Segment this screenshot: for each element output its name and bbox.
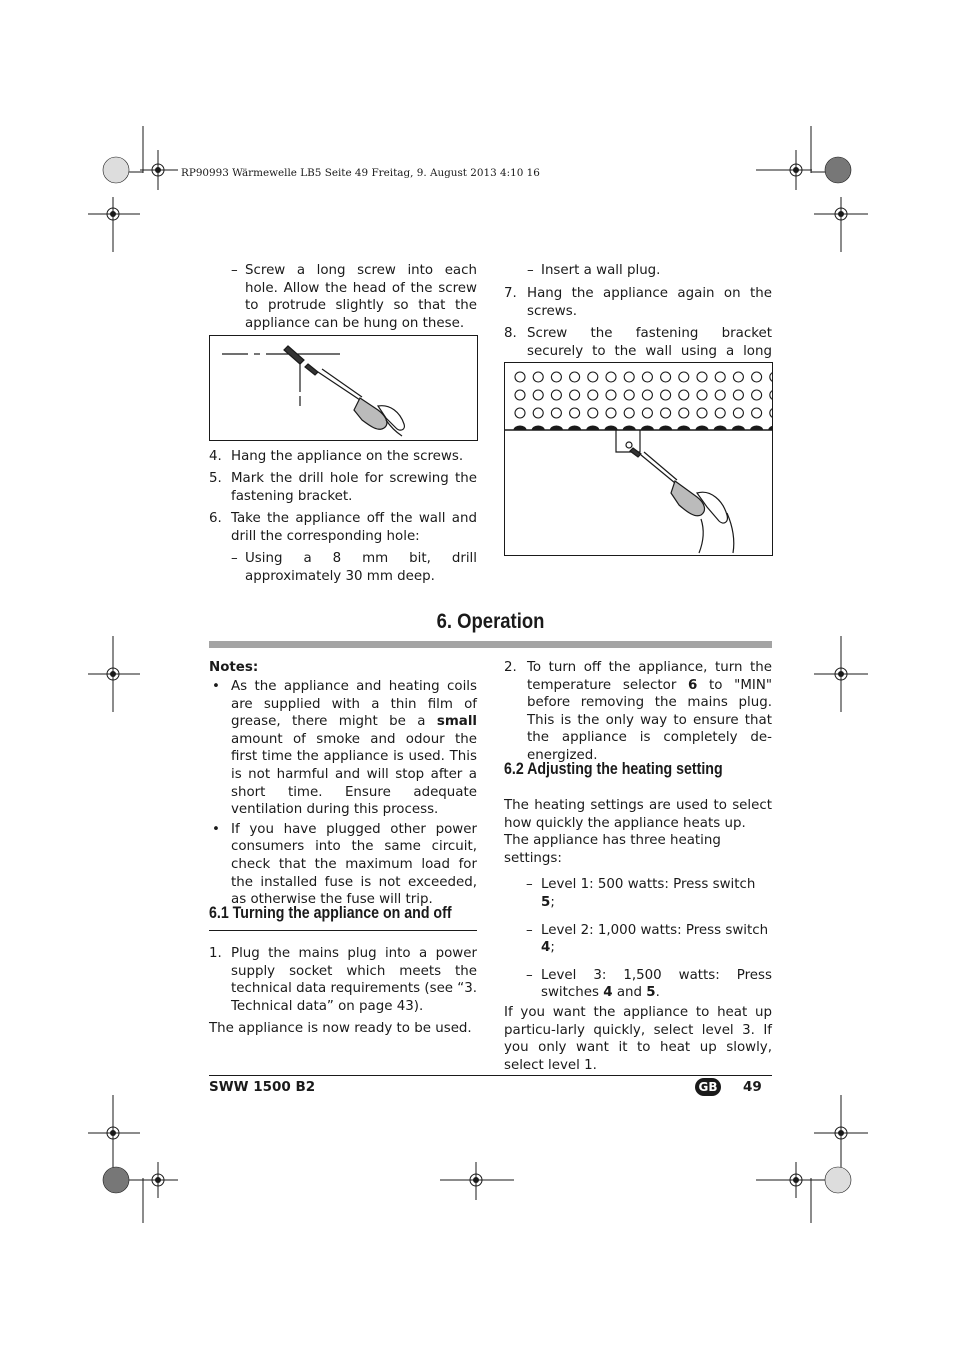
ready-text: The appliance is now ready to be used. [209,1021,472,1037]
grille-hole [551,372,561,382]
screw-instruction-text: Screw a long screw into each hole. Allow the head of the screw to protrude slightly so that the appliance can be hung on these. [245,263,477,331]
step-number: 6. [209,511,222,526]
grille-hole [551,390,561,400]
grille-hole [679,390,689,400]
note-item [209,678,477,819]
note-text: If you have plugged other power consumers into the same circuit, check that the maximum load for the installed fuse is not exceeded, as otherwise the fuse will trip. [231,821,477,908]
step-text: Hang the appliance again on the screws. [527,286,772,319]
grille-hole [752,408,762,418]
step-number: 5. [209,471,222,486]
level-text: Level 1: 500 watts: Press switch 5; [541,877,756,910]
grille-hole [624,390,634,400]
grille-hole [770,372,772,382]
step-number: 2. [504,660,517,675]
bullet: • [212,821,220,837]
grille-hole [733,390,743,400]
bracket-illustration [504,362,773,556]
list-dash: – [231,551,238,566]
wall-plug-instruction [504,262,772,285]
screw-instruction [231,262,477,332]
left-steps [209,448,477,585]
step-text: Screw the fastening bracket securely to the wall using a long [527,326,772,359]
step-2 [504,659,772,765]
right-steps [504,262,772,378]
grille-hole [661,390,671,400]
step-number: 7. [504,286,517,301]
step-1 [209,945,477,1015]
grille-hole [642,372,652,382]
grille-hole [770,390,772,400]
step-7 [504,285,772,325]
heating-closing: If you want the appliance to heat up particu-larly quickly, select level 3. If you only want it to heat up slowly, select level 1. [504,1004,772,1073]
page-number: 49 [743,1079,762,1095]
step-text: Plug the mains plug into a power supply socket which meets the technical data requirements (see “3. Technical data” on page 43). [231,946,478,1014]
grille-hole [588,408,598,418]
section-title-bar [209,641,772,648]
grille-hole [733,372,743,382]
heating-intro-2: The appliance has three heating settings: [504,833,721,866]
grille-hole [606,372,616,382]
grille-hole [515,372,525,382]
bullet: • [212,679,220,694]
grille-hole [533,408,543,418]
level-1 [504,876,772,911]
grille-hole [624,408,634,418]
print-header-info: RP90993 Wärmewelle LB5 Seite 49 Freitag, 9. August 2013 4:10 16 [181,167,540,179]
list-dash: – [231,263,238,278]
grille-hole [533,390,543,400]
list-dash: – [527,263,534,278]
list-dash: – [526,877,533,893]
step-number: 4. [209,449,222,464]
grille-hole [715,372,725,382]
grille-hole [642,408,652,418]
grille-hole [697,390,707,400]
step-4 [209,448,477,470]
grille-hole [588,390,598,400]
subsection-6-1-rule [209,930,477,931]
turn-off-step [504,659,772,765]
grille-hole [697,408,707,418]
language-badge: GB [695,1078,721,1096]
drill-instruction [209,550,477,585]
level-text: Level 3: 1,500 watts: Press switches 4 and 5. [541,967,772,1001]
level-3 [504,967,772,1002]
grille-hole [661,372,671,382]
notes-list [209,678,477,909]
heating-intro: The heating settings are used to select how quickly the appliance heats up. [504,798,772,831]
grille-hole [606,390,616,400]
model-number: SWW 1500 B2 [209,1079,316,1095]
step-6 [209,510,477,550]
grille-hole [715,408,725,418]
note-text: As the appliance and heating coils are supplied with a thin film of grease, there might be a small amount of smoke and odour the first time the appliance is used. This is not harmful and will stop after a short time. Ensure adequate ventilation during this process. [231,679,477,818]
turn-on-steps [209,945,477,1038]
grille-hole [642,390,652,400]
grille-hole [661,408,671,418]
grille-hole [551,408,561,418]
grille-hole [752,390,762,400]
drill-instruction-text: Using a 8 mm bit, drill approximately 30 mm deep. [245,551,477,584]
grille-hole [770,408,772,418]
list-dash: – [526,922,533,938]
grille-hole [679,408,689,418]
step-text: Mark the drill hole for screwing the fastening bracket. [231,471,477,504]
step-5 [209,470,477,510]
footer-rule [209,1075,772,1076]
grille-hole [570,390,580,400]
heating-settings [504,797,772,1074]
grille-hole [624,372,634,382]
appliance-grille-icon [505,363,772,555]
step-text: Take the appliance off the wall and drill the corresponding hole: [231,511,477,544]
subsection-6-2-title: 6.2 Adjusting the heating setting [504,760,723,778]
grille-hole [606,408,616,418]
step-text: Hang the appliance on the screws. [231,449,464,464]
grille-hole [697,372,707,382]
notes-heading: Notes: [209,660,259,675]
grille-hole [715,390,725,400]
note-item [209,821,477,909]
grille-hole [588,372,598,382]
grille-hole [515,390,525,400]
wall-plug-text: Insert a wall plug. [541,263,661,278]
subsection-6-1-title: 6.1 Turning the appliance on and off [209,904,452,922]
section-title: 6. Operation [436,610,545,633]
level-text: Level 2: 1,000 watts: Press switch 4; [541,922,769,956]
screwdriver-icon [210,336,477,440]
step-number: 8. [504,326,517,341]
grille-hole [733,408,743,418]
grille-hole [533,372,543,382]
step-text: To turn off the appliance, turn the temperature selector 6 to "MIN" before removing the mains plug. This is the only way to ensure that the appliance is completely de-energized. [527,660,773,763]
grille-hole [570,372,580,382]
grille-hole [752,372,762,382]
level-2 [504,922,772,957]
list-dash: – [526,967,533,983]
grille-hole [679,372,689,382]
grille-hole [515,408,525,418]
screw-illustration [209,335,478,441]
grille-hole [570,408,580,418]
step-number: 1. [209,946,222,961]
